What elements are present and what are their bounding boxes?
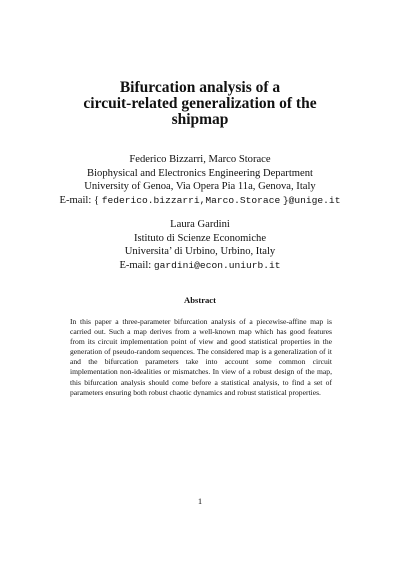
author-names: Laura Gardini xyxy=(170,219,230,230)
author-email xyxy=(0,194,400,208)
page-number: 1 xyxy=(197,496,203,506)
title-line-2: circuit-related generalization of the xyxy=(83,95,317,112)
abstract-heading: Abstract xyxy=(184,295,216,305)
author-address: Universita’ di Urbino, Urbino, Italy xyxy=(124,246,276,258)
email-users: federico.bizzarri,Marco.Storace xyxy=(101,194,281,206)
author-block-urbino xyxy=(0,218,400,272)
email-domain: }@unige.it xyxy=(282,194,341,206)
author-email xyxy=(0,259,400,273)
author-block-genoa xyxy=(0,153,400,207)
email-label: E-mail: xyxy=(119,259,152,271)
title-line-1: Bifurcation analysis of a xyxy=(119,79,281,96)
abstract-body: In this paper a three-parameter bifurcation analysis of a piecewise-affine map is carried out. Such a map derives from a well-known map which has good features from its circuit implementation point of view and good statistical properties in the generation of pseudo-random sequences. The considered map is a generalization of it and the bifurcation parameters take into account some common circuit implementation non-idealities or mismatches. In view of a robust design of the map, this bifurcation analysis should come before a statistical analysis, to find a set of parameters ensuring both robust chaotic dynamics and robust statistical properties. xyxy=(70,317,332,397)
author-department: Istituto di Scienze Economiche xyxy=(133,232,267,244)
paper-title xyxy=(0,80,400,128)
author-department: Biophysical and Electronics Engineering Department xyxy=(87,167,313,179)
title-line-3: shipmap xyxy=(171,111,229,128)
email-address: gardini@econ.uniurb.it xyxy=(153,259,281,271)
email-label: E-mail: xyxy=(59,194,92,206)
author-address: University of Genoa, Via Opera Pia 11a, Genova, Italy xyxy=(84,181,316,193)
email-brace-open: { xyxy=(93,194,100,206)
author-names: Federico Bizzarri, Marco Storace xyxy=(129,154,271,165)
